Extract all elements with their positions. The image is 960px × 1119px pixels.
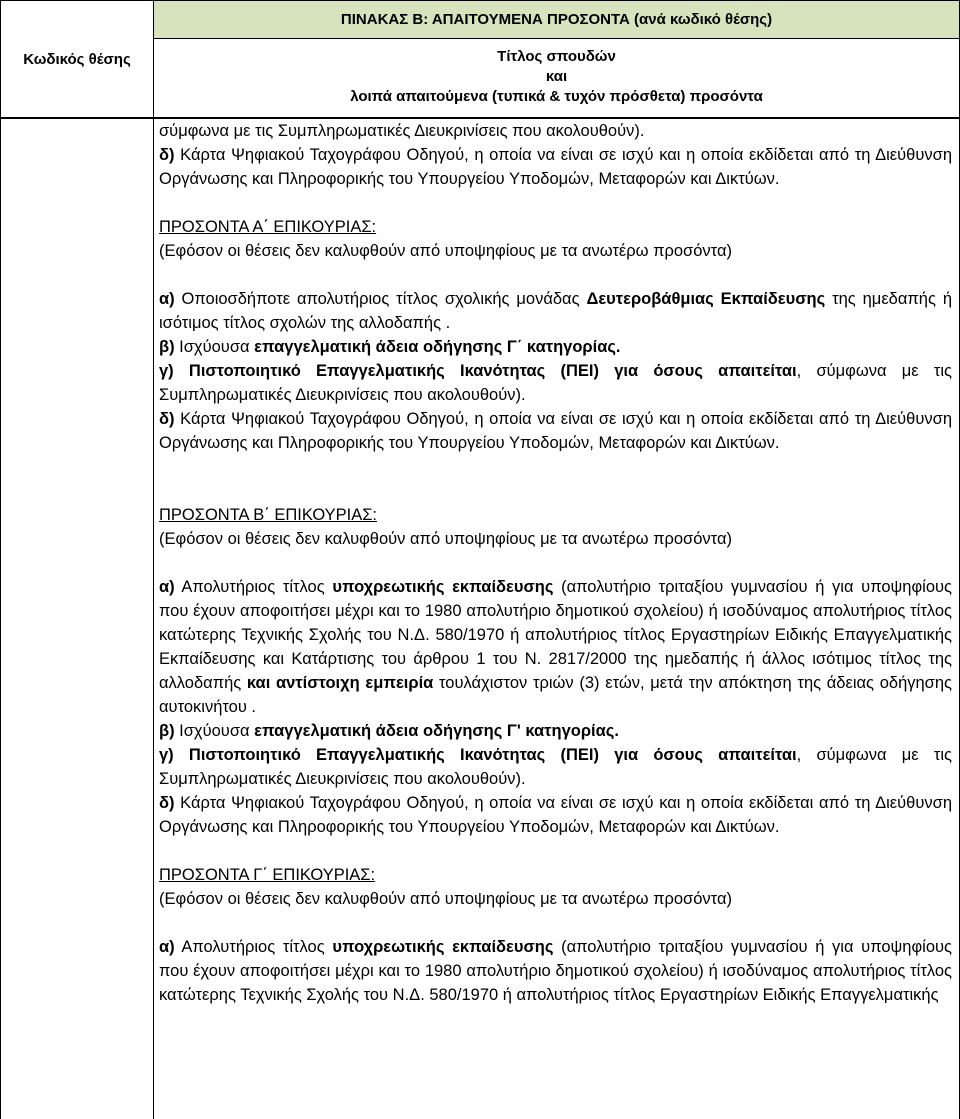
item-label: α): [159, 938, 175, 956]
item-text: Ισχύουσα: [174, 338, 255, 356]
table-title: ΠΙΝΑΚΑΣ Β: ΑΠΑΙΤΟΥΜΕΝΑ ΠΡΟΣΟΝΤΑ (ανά κωδικό θέσης): [154, 1, 959, 39]
section-a-note: (Εφόσον οι θέσεις δεν καλυφθούν από υποψηφίους με τα ανωτέρω προσόντα): [159, 242, 732, 260]
item-bold: Δευτεροβάθμιας Εκπαίδευσης: [586, 290, 826, 308]
section-a-item-d: [159, 407, 952, 455]
section-b-item-c: [159, 743, 952, 791]
item-text: (απολυτήριο τριταξίου γυμνασίου ή για υποψηφίους που έχουν αποφοιτήσει μέχρι και το 1980 απολυτήριο δημοτικού σχολείου) ή ισοδύναμος απολυτήριος τίτλος κατώτερης Τεχνικής Σχολής του Ν.Δ. 580/1970 ή απολυτήριος τίτλος Εργαστηρίων Ειδικής Επαγγελματικής Εκπαίδευσης και Κατάρτισης του άρθρου 1 του Ν. 2817/2000 της ημεδαπής ή άλλος ισότιμος τίτλος της αλλοδαπής: [159, 578, 952, 692]
item-bold: γ) Πιστοποιητικό Επαγγελματικής Ικανότητας (ΠΕΙ) για όσους απαιτείται: [159, 362, 797, 380]
item-text: Κάρτα Ψηφιακού Ταχογράφου Οδηγού, η οποία να είναι σε ισχύ και η οποία εκδίδεται από τη Διεύθυνση Οργάνωσης και Πληροφορικής του Υπουργείου Υποδομών, Μεταφορών και Δικτύων.: [159, 794, 952, 836]
section-heading: ΠΡΟΣΟΝΤΑ Α΄ ΕΠΙΚΟΥΡΙΑΣ:: [159, 218, 377, 236]
item-label: α): [159, 578, 175, 596]
section-b-note: (Εφόσον οι θέσεις δεν καλυφθούν από υποψηφίους με τα ανωτέρω προσόντα): [159, 530, 732, 548]
section-a-item-c: [159, 359, 952, 407]
item-text: Κάρτα Ψηφιακού Ταχογράφου Οδηγού, η οποία να είναι σε ισχύ και η οποία εκδίδεται από τη Διεύθυνση Οργάνωσης και Πληροφορικής του Υπουργείου Υποδομών, Μεταφορών και Δικτύων.: [159, 146, 952, 188]
section-b-heading: [159, 503, 952, 527]
requirements-column-header: [154, 1, 959, 118]
item-text: (απολυτήριο τριταξίου γυμνασίου ή για υποψηφίους που έχουν αποφοιτήσει μέχρι και το 1980 απολυτήριο δημοτικού σχολείου) ή ισοδύναμος απολυτήριος τίτλος κατώτερης Τεχνικής Σχολής του Ν.Δ. 580/1970 ή απολυτήριος τίτλος Εργαστηρίων Ειδικής Επαγγελματικής: [159, 938, 952, 1004]
item-text: Ισχύουσα: [174, 722, 255, 740]
table-header: [0, 0, 960, 118]
column-divider: [153, 119, 154, 1119]
section-b-item-d: [159, 791, 952, 839]
column-subtitle: [154, 39, 959, 107]
item-bold: και αντίστοιχη εμπειρία: [246, 674, 434, 692]
item-label: α): [159, 290, 175, 308]
item-bold: επαγγελματική άδεια οδήγησης Γ΄ κατηγορίας.: [254, 338, 621, 356]
requirements-text: [159, 119, 952, 1007]
intro-item-d: [159, 143, 952, 191]
item-text: Οποιοσδήποτε απολυτήριος τίτλος σχολικής μονάδας: [174, 290, 587, 308]
item-label: δ): [159, 146, 175, 164]
item-text: της ημεδαπής ή ισότιμος τίτλος σχολών της αλλοδαπής .: [159, 290, 952, 332]
section-heading: ΠΡΟΣΟΝΤΑ Γ΄ ΕΠΙΚΟΥΡΙΑΣ:: [159, 866, 376, 884]
subtitle-line-3: λοιπά απαιτούμενα (τυπικά & τυχόν πρόσθετα) προσόντα: [350, 88, 763, 105]
item-text: τουλάχιστον τριών (3) ετών, μετά την απόκτηση της άδειας οδήγησης αυτοκινήτου .: [159, 674, 952, 716]
section-b-item-a: [159, 575, 952, 719]
item-bold: υποχρεωτικής εκπαίδευσης: [332, 578, 554, 596]
section-a-item-b: [159, 335, 952, 359]
item-bold: υποχρεωτικής εκπαίδευσης: [332, 938, 554, 956]
item-label: β): [159, 722, 175, 740]
section-c-note: (Εφόσον οι θέσεις δεν καλυφθούν από υποψηφίους με τα ανωτέρω προσόντα): [159, 890, 732, 908]
item-label: β): [159, 338, 175, 356]
section-a-item-a: [159, 287, 952, 335]
intro-line: σύμφωνα με τις Συμπληρωματικές Διευκρινίσεις που ακολουθούν).: [159, 122, 645, 140]
section-a-heading: [159, 215, 952, 239]
item-text: , σύμφωνα με τις Συμπληρωματικές Διευκρινίσεις που ακολουθούν).: [159, 746, 952, 788]
subtitle-line-2: και: [545, 68, 568, 85]
item-text: Απολυτήριος τίτλος: [174, 938, 333, 956]
item-label: δ): [159, 794, 175, 812]
item-bold: επαγγελματική άδεια οδήγησης Γ' κατηγορίας.: [254, 722, 619, 740]
subtitle-line-1: Τίτλος σπουδών: [497, 48, 616, 65]
item-text: , σύμφωνα με τις Συμπληρωματικές Διευκρινίσεις που ακολουθούν).: [159, 362, 952, 404]
table-body: [0, 119, 960, 1119]
section-c-heading: [159, 863, 952, 887]
section-heading: ΠΡΟΣΟΝΤΑ Β΄ ΕΠΙΚΟΥΡΙΑΣ:: [159, 506, 378, 524]
section-c-item-a: [159, 935, 952, 1007]
item-bold: γ) Πιστοποιητικό Επαγγελματικής Ικανότητας (ΠΕΙ) για όσους απαιτείται: [159, 746, 797, 764]
item-text: Κάρτα Ψηφιακού Ταχογράφου Οδηγού, η οποία να είναι σε ισχύ και η οποία εκδίδεται από τη Διεύθυνση Οργάνωσης και Πληροφορικής του Υπουργείου Υποδομών, Μεταφορών και Δικτύων.: [159, 410, 952, 452]
code-column-header: Κωδικός θέσης: [1, 1, 154, 118]
item-text: Απολυτήριος τίτλος: [174, 578, 333, 596]
item-label: δ): [159, 410, 175, 428]
section-b-item-b: [159, 719, 952, 743]
